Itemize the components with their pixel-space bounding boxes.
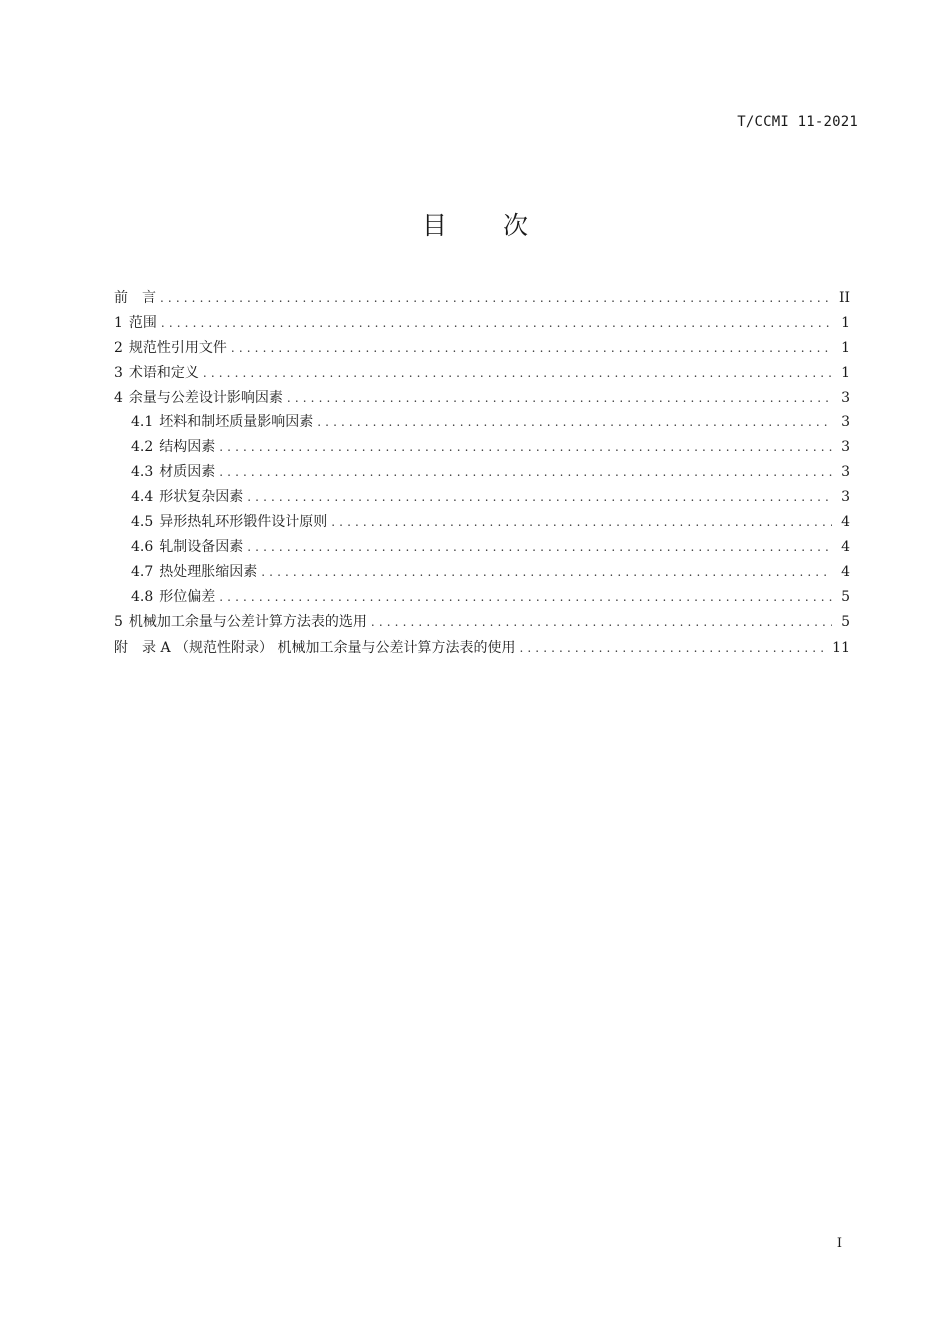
dot-leader — [161, 311, 832, 336]
toc-entry-label: 2 规范性引用文件 — [114, 339, 227, 356]
page-title: 目 次 — [422, 211, 552, 240]
toc-entry-5[interactable] — [114, 610, 850, 635]
dot-leader — [219, 585, 832, 610]
toc-entry-label: 5 机械加工余量与公差计算方法表的选用 — [114, 613, 367, 630]
toc-entry-4-6[interactable] — [114, 535, 850, 560]
toc-entry-page: 4 — [841, 563, 850, 580]
toc-entry-label: 3 术语和定义 — [114, 364, 199, 381]
dot-leader — [160, 286, 832, 311]
toc-entry-page: 3 — [841, 464, 850, 481]
toc-entry-label: 4.7 热处理胀缩因素 — [131, 563, 258, 580]
toc-entry-page: 5 — [841, 613, 850, 630]
toc-entry-1[interactable] — [114, 311, 850, 336]
toc-entry-4-5[interactable] — [114, 510, 850, 535]
toc-entry-4-1[interactable] — [114, 410, 850, 435]
table-of-contents — [114, 286, 850, 661]
toc-entry-page: 3 — [841, 439, 850, 456]
dot-leader — [247, 485, 832, 510]
dot-leader — [331, 510, 832, 535]
dot-leader — [219, 435, 832, 460]
toc-entry-page: 3 — [841, 414, 850, 431]
toc-entry-label: 4.1 坯料和制坯质量影响因素 — [131, 414, 314, 431]
toc-entry-label: 4.3 材质因素 — [131, 464, 216, 481]
dot-leader — [287, 386, 832, 411]
dot-leader — [203, 361, 832, 386]
toc-entry-label: 1 范围 — [114, 314, 157, 331]
toc-entry-label: 4.8 形位偏差 — [131, 588, 216, 605]
toc-entry-label: 4 余量与公差设计影响因素 — [114, 389, 283, 406]
toc-entry-3[interactable] — [114, 361, 850, 386]
toc-entry-label: 附 录 A （规范性附录） 机械加工余量与公差计算方法表的使用 — [114, 640, 516, 657]
toc-entry-page: 1 — [841, 339, 850, 356]
page-number: I — [836, 1236, 842, 1251]
toc-entry-4-3[interactable] — [114, 460, 850, 485]
dot-leader — [519, 636, 826, 661]
dot-leader — [247, 535, 832, 560]
dot-leader — [371, 610, 832, 635]
dot-leader — [219, 460, 832, 485]
toc-entry-page: 3 — [841, 489, 850, 506]
toc-entry-page: 3 — [841, 389, 850, 406]
toc-entry-4-8[interactable] — [114, 585, 850, 610]
dot-leader — [231, 336, 832, 361]
toc-entry-4-4[interactable] — [114, 485, 850, 510]
toc-entry-4[interactable] — [114, 386, 850, 411]
toc-entry-page: 11 — [832, 640, 850, 657]
toc-entry-label: 4.5 异形热轧环形锻件设计原则 — [131, 514, 328, 531]
dot-leader — [261, 560, 832, 585]
toc-entry-page: 1 — [841, 364, 850, 381]
toc-entry-page: 4 — [841, 538, 850, 555]
toc-entry-page: 4 — [841, 514, 850, 531]
toc-entry-page: 1 — [841, 314, 850, 331]
toc-entry-appendix-a[interactable] — [114, 636, 850, 661]
toc-entry-label: 4.6 轧制设备因素 — [131, 538, 244, 555]
toc-entry-label: 4.4 形状复杂因素 — [131, 489, 244, 506]
toc-entry-page: II — [838, 290, 850, 306]
toc-entry-page: 5 — [841, 588, 850, 605]
dot-leader — [317, 410, 832, 435]
toc-entry-4-7[interactable] — [114, 560, 850, 585]
toc-entry-2[interactable] — [114, 336, 850, 361]
toc-entry-4-2[interactable] — [114, 435, 850, 460]
toc-entry-label: 前 言 — [114, 290, 156, 306]
document-code: T/CCMI 11-2021 — [737, 114, 858, 130]
toc-entry-foreword[interactable] — [114, 286, 850, 311]
toc-entry-label: 4.2 结构因素 — [131, 439, 216, 456]
